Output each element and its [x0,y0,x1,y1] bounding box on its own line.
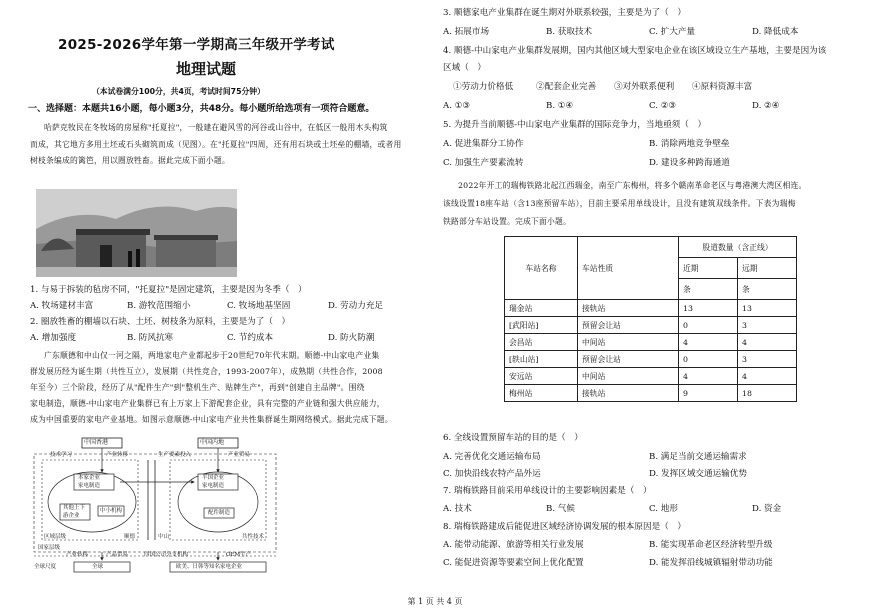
q8-option-c: C. 能促进资源等要素空间上优化配置 [443,558,584,568]
table-cell: 瑞金站 [505,300,578,317]
table-cell: 4 [679,334,738,351]
diag-label-inputs: 生产要素投入 [158,452,192,458]
q4-stem-cont: 区域（ ） [443,63,486,73]
house-photo [36,189,237,277]
diag-label-trade: 产业贸易 [228,452,251,458]
table-header-far: 远期 [738,258,797,279]
q2-option-c: C. 节约成本 [227,333,274,343]
q7-option-b: B. 气候 [546,504,575,514]
q5-option-d: D. 建设多种跨海通道 [649,158,730,168]
table-row [505,317,797,334]
table-cell: 3 [738,351,797,368]
q4-item2: ②配套企业完善 [536,82,597,92]
table-cell: 9 [679,385,738,402]
table-header-unit: 条 [738,279,797,300]
table-cell: 梅州站 [505,385,578,402]
table-cell: 中间站 [578,368,679,385]
passage2-line: 广东顺德和中山仅一河之隔，两地家电产业都起步于20世纪70年代末期。顺德-中山家电产业集 [44,351,380,360]
passage3-line: 2022年开工的瑞梅铁路北起江西瑞金，南至广东梅州，将多个赣南革命老区与粤港澳大湾区相连。 [458,181,807,190]
table-cell: 中间站 [578,334,679,351]
q2-option-b: B. 防风抗寒 [127,333,174,343]
q6-option-c: C. 加快沿线农特产品外运 [443,469,541,479]
q6-option-d: D. 发挥区域交通运输优势 [649,469,747,479]
q7-option-d: D. 资金 [752,504,782,514]
diag-chain: 产业转移 [66,552,89,558]
q1-stem: 1. 与易于拆装的毡房不同，"托夏拉"是固定建筑，主要是因为冬季（ ） [30,285,307,295]
q1-option-a: A. 牧场建材丰富 [30,301,94,311]
table-header-name: 车站名称 [505,237,578,300]
diag-trade: 产品贸易 [106,552,129,558]
q5-stem: 5. 为提升当前顺德-中山家电产业集群的国际竞争力，当地亟须（ ） [443,120,707,130]
table-cell: [轶山站] [505,351,578,368]
q4-option-b: B. ①④ [546,101,574,111]
diag-region-right: 共性技术 [242,534,265,540]
diag-box-hk: 中国香港 [84,439,109,446]
q7-option-c: C. 地形 [649,504,678,514]
diag-river: 顺德 [124,534,136,540]
exam-info: （本试卷满分100分，共4页，考试时间75分钟） [92,87,265,96]
q6-option-b: B. 满足当前交通运输需求 [649,452,747,462]
q8-option-a: A. 能带动能源、旅游等相关行业发展 [443,540,584,550]
q3-option-b: B. 获取技术 [546,27,593,37]
section-heading: 一、选择题：本题共16小题，每小题3分，共48分。每小题所给选项有一项符合题意。 [28,104,375,114]
diag-label-tech: 技术学习 [50,452,73,458]
diag-brand-box: 欧美、日韩等知名家电企业 [176,564,243,570]
table-cell: 预留会让站 [578,317,679,334]
diag-sub-left2: 中小机构 [100,508,123,514]
diag-box-mainland: 中国内地 [200,439,225,446]
table-cell: 预留会让站 [578,351,679,368]
q1-option-d: D. 劳动力充足 [328,301,384,311]
passage3-line: 铁路部分车站设置。完成下面小题。 [443,217,571,226]
q5-option-c: C. 加强生产要素流转 [443,158,524,168]
q4-option-c: C. ②③ [649,101,677,111]
diag-region-left: 区域层级 [44,534,67,540]
table-row [505,351,797,368]
table-cell: 13 [679,300,738,317]
q1-option-c: C. 牧场地基坚固 [227,301,291,311]
q1-option-b: B. 游牧范围缩小 [127,301,191,311]
q3-stem: 3. 顺德家电产业集群在诞生期对外联系较强，主要是为了（ ） [443,8,686,18]
q4-item4: ④原料资源丰富 [692,82,753,92]
station-table [504,236,797,402]
q4-item1: ①劳动力价格低 [453,82,514,92]
table-cell: 3 [738,317,797,334]
table-cell: 0 [679,351,738,368]
diag-sub-right: 配件制造 [208,510,231,516]
q3-option-a: A. 拓展市场 [443,27,490,37]
diag-core-left: 本家企业 家电制造 [78,475,101,489]
table-header-count: 股道数量（含正线） [679,237,797,258]
page-footer: 第 1 页 共 4 页 [407,597,463,606]
q8-option-d: D. 能发挥沿线城镇辐射带动功能 [649,558,773,568]
q4-option-d: D. ②④ [752,101,780,111]
diag-label-transfer: 产业转移 [106,452,129,458]
q3-option-c: C. 扩大产量 [649,27,696,37]
passage3-line: 该线设置18座车站（含13座预留车站），目前主要采用单线设计，且没有建筑双线条件。下表为瑞梅 [443,199,796,208]
exam-title: 2025-2026学年第一学期高三年级开学考试 [58,37,335,53]
q2-stem: 2. 圈放牲畜的棚墙以石块、土坯、树枝条为原料，主要是为了（ ） [30,317,291,327]
table-cell: [武阳站] [505,317,578,334]
q5-option-a: A. 促进集群分工协作 [443,139,524,149]
q6-option-a: A. 完善优化交通运输布局 [443,452,541,462]
q2-option-a: A. 增加强度 [30,333,77,343]
industry-network-diagram [30,436,280,586]
q4-stem: 4. 顺德-中山家电产业集群发展期，国内其他区域大型家电企业在该区域设立生产基地，主要是因为该 [443,46,827,56]
q7-option-a: A. 技术 [443,504,472,514]
table-header-near: 近期 [679,258,738,279]
q4-item3: ③对外联系便利 [614,82,675,92]
passage1-line: 哈萨克牧民在冬牧场的房屋称"托夏拉"，一般建在避风雪的河谷或山谷中，在低区一般用木头构筑 [44,123,388,132]
passage2-line: 群发展历经为诞生期（共性互立），发展期（共性竞合，1993-2007年），成熟期（共性合作，2008 [30,367,383,376]
passage1-line: 树枝条编成的篱笆，用以圈放牲畜。据此完成下面小题。 [30,156,230,165]
q8-option-b: B. 能实现革命老区经济转型升级 [649,540,773,550]
table-cell: 会昌站 [505,334,578,351]
table-cell: 0 [679,317,738,334]
diag-nation: 国家层级 [38,545,61,551]
table-cell: 13 [738,300,797,317]
passage2-line: 成为中国重要的家电产业基地。如图示意顺德-中山家电产业共性集群诞生期网络模式。据此完成下题。 [30,415,393,424]
diag-global-box: 全球 [92,564,104,570]
table-cell: 接轨站 [578,385,679,402]
table-cell: 安远站 [505,368,578,385]
table-cell: 4 [738,334,797,351]
table-row [505,334,797,351]
table-cell: 接轨站 [578,300,679,317]
diag-oem: OEM生产 [226,552,252,558]
table-header-type: 车站性质 [578,237,679,300]
table-cell: 4 [738,368,797,385]
diag-core-right: 半国企业 家电制造 [202,475,225,489]
q3-option-d: D. 降低成本 [752,27,799,37]
q8-stem: 8. 瑞梅铁路建成后能促进区域经济协调发展的根本原因是（ ） [443,522,686,532]
table-cell: 18 [738,385,797,402]
passage2-line: 家电制造，顺德-中山家电产业集群已有上万家上下游配套企业，具有完整的产业链和强大供应能力， [30,399,385,408]
table-row [505,385,797,402]
q6-stem: 6. 全线设置预留车站的目的是（ ） [443,433,583,443]
diag-sub-left1: 其他上下 游企业 [63,505,86,519]
q5-option-b: B. 消除两地竞争壁垒 [649,139,730,149]
table-row [505,300,797,317]
q7-stem: 7. 瑞梅铁路目前采用单线设计的主要影响因素是（ ） [443,486,652,496]
q2-option-d: D. 防火防潮 [328,333,375,343]
q4-option-a: A. ①③ [443,101,471,111]
table-cell: 4 [679,368,738,385]
passage2-line: 年至今）三个阶段，经历了从"配件生产"到"整机生产、贴牌生产"，再到"创建自主品牌"。围绕 [30,383,365,392]
diag-global-label: 全球尺度 [34,564,57,570]
table-row [505,368,797,385]
diag-branches: 四国公司分支机构 [144,552,189,558]
table-header-unit: 条 [679,279,738,300]
subject-title: 地理试题 [176,60,237,78]
diag-region-mid: 中山 [158,534,170,540]
passage1-line: 而成，其它地方多用土坯或石头砌筑而成（见图）。在"托夏拉"四周，还有用石块或土坯垒的棚墙，或者用 [30,140,402,149]
